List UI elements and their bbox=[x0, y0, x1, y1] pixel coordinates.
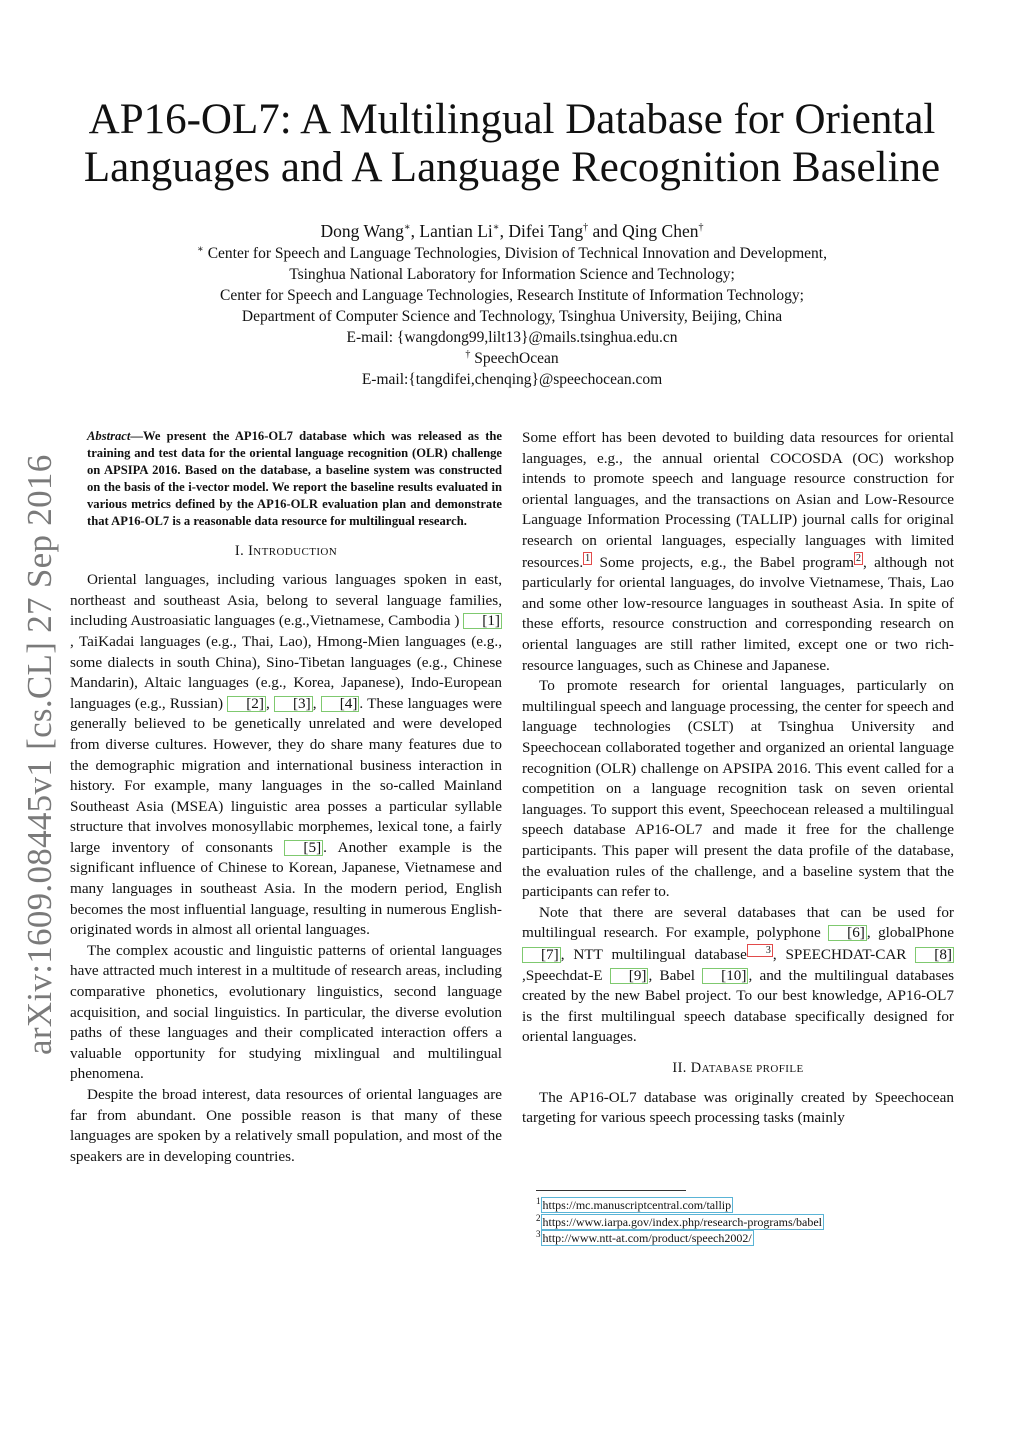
abstract-text: We present the AP16-OL7 database which was released as the training and test data for the oriental language recognition (OLR) challenge on APSIPA 2016. Based on the database, a baseline system was constructed on the basis of the i-vector model. We report the baseline results evaluated in various metrics defined by the AP16-OLR evaluation plan and demonstrate that AP16-OL7 is a reasonable data resource for multilingual research. bbox=[87, 429, 502, 529]
citation-link[interactable]: [4] bbox=[321, 696, 360, 712]
paragraph: Oriental languages, including various languages spoken in east, northeast and southeast Asia, belong to several language families, including Austroasiatic languages (e.g.,Vietnamese, Cambodia ) [1], TaiKadai languages (e.g., Thai, Lao), Hmong-Mien languages (e.g., some dialects in south China), Sino-Tibetan languages (e.g., Chinese Mandarin), Altaic languages (e.g., Korea, Japanese), Indo-European languages (e.g., Russian) [2] , [3] , [4] . These languages were generally believed to be genetically unrelated and were developed from diverse cultures. However, they do share many features due to the demographic migration and international business interaction in history. For example, many languages in the so-called Mainland Southeast Asia (MSEA) linguistic area posses a particular syllable structure that involves monosyllabic morphemes, lexical tone, a fairly large inventory of consonants [5] . Another example is the significant influence of Chinese to Korean, Japanese, Vietnamese and many languages in southeast Asia. In the modern period, English becomes the most influential language, resulting in numerous English-originated words in almost all oriental languages. bbox=[70, 571, 503, 939]
footnotes bbox=[536, 1197, 956, 1247]
right-column bbox=[522, 428, 954, 1129]
author-3: Difei Tang bbox=[508, 221, 584, 241]
arxiv-stamp bbox=[20, 455, 60, 1055]
arxiv-stamp-text: arXiv:1609.08445v1 [cs.CL] 27 Sep 2016 bbox=[20, 454, 59, 1055]
title-line-2: Languages and A Language Recognition Baseline bbox=[83, 144, 941, 191]
title-line-1: AP16-OL7: A Multilingual Database for Oriental bbox=[88, 96, 936, 143]
left-column bbox=[70, 428, 502, 1167]
footnote-ref-link[interactable]: 2 bbox=[855, 552, 861, 564]
footnote-ref-link[interactable]: 3 bbox=[747, 944, 773, 957]
star-mark: ∗ bbox=[492, 222, 500, 234]
dagger-mark: † bbox=[465, 348, 471, 360]
affiliation-line: Tsinghua National Laboratory for Information Science and Technology; bbox=[289, 266, 735, 283]
affiliation-line: † SpeechOcean bbox=[465, 348, 559, 367]
section-heading-introduction: I. INTRODUCTION bbox=[234, 542, 338, 559]
footnote-url-link[interactable]: http://www.ntt-at.com/product/speech2002/ bbox=[542, 1231, 752, 1245]
author-2: Lantian Li bbox=[419, 221, 493, 241]
footnote-url-link[interactable]: https://mc.manuscriptcentral.com/tallip bbox=[542, 1198, 732, 1212]
star-mark: ∗ bbox=[403, 222, 411, 234]
citation-link[interactable]: [9] bbox=[610, 968, 649, 984]
abstract-label: Abstract bbox=[87, 429, 131, 443]
author-4: Qing Chen bbox=[622, 221, 699, 241]
paragraph: Note that there are several databases that can be used for multilingual research. For example, polyphone [6] , globalPhone [7] , NTT multilingual database 3 , SPEECHDAT-CAR [8],Speechdat-E [9] , Babel [10] , and the multilingual databases created by the new Babel project. To our best knowledge, AP16-OL7 is the first multilingual speech database specifically designed for oriental languages. bbox=[522, 903, 955, 1046]
citation-link[interactable]: [5] bbox=[284, 840, 323, 856]
citation-link[interactable]: [1] bbox=[463, 613, 502, 629]
email-line: E-mail:{tangdifei,chenqing}@speechocean.com bbox=[361, 371, 663, 388]
citation-link[interactable]: [3] bbox=[274, 696, 313, 712]
footnote-ref-link[interactable]: 1 bbox=[585, 552, 591, 564]
citation-link[interactable]: [10] bbox=[702, 968, 748, 984]
paragraph: Some effort has been devoted to building data resources for oriental languages, e.g., the annual oriental COCOSDA (OC) workshop intends to promote speech and language resource construction for oriental languages, and the transactions on Asian and Low-Resource Language Information Processing (TALLIP) journal calls for original research on oriental languages, especially languages with limited resources. 1 Some projects, e.g., the Babel program 2 , although not particularly for oriental languages, do involve Vietnamese, Thais, Lao and some other low-resource languages in southeast Asia. In spite of these efforts, resource construction and corresponding research on oriental languages are still rather limited, except one or two rich-resource languages, such as Chinese and Japanese. bbox=[522, 429, 955, 674]
footnote-item: $^1$ https://mc.manuscriptcentral.com/tallip bbox=[536, 1196, 732, 1212]
citation-link[interactable]: [2] bbox=[227, 696, 266, 712]
dagger-mark: † bbox=[583, 222, 589, 234]
affiliation-line: Department of Computer Science and Technology, Tsinghua University, Beijing, China bbox=[241, 308, 783, 325]
citation-link[interactable]: [6] bbox=[828, 925, 867, 941]
author-list: Dong Wang∗, Lantian Li∗, Difei Tang† and Qing Chen† bbox=[320, 221, 704, 241]
dagger-mark: † bbox=[698, 222, 704, 234]
affiliation-line: Center for Speech and Language Technologies, Research Institute of Information Technology; bbox=[220, 287, 804, 304]
section-heading-database-profile: II. DATABASE PROFILE bbox=[672, 1059, 804, 1076]
footnote-divider bbox=[536, 1190, 686, 1191]
author-1: Dong Wang bbox=[320, 221, 404, 241]
footnote-url-link[interactable]: https://www.iarpa.gov/index.php/research-programs/babel bbox=[542, 1214, 822, 1229]
paragraph: Despite the broad interest, data resources of oriental languages are far from abundant. One possible reason is that many of these languages are spoken by a relatively small population, and most of the speakers are in developing countries. bbox=[70, 1086, 502, 1165]
paragraph: The AP16-OL7 database was originally created by Speechocean targeting for various speech processing tasks (mainly bbox=[522, 1088, 954, 1127]
affiliation-line: ∗ Center for Speech and Language Technologies, Division of Technical Innovation and Development, bbox=[197, 243, 827, 262]
footnote-item: $^2$ https://www.iarpa.gov/index.php/research-programs/babel bbox=[536, 1212, 822, 1229]
footnote-item: $^3$ http://www.ntt-at.com/product/speech2002/ bbox=[536, 1229, 752, 1245]
paper-title bbox=[70, 96, 954, 192]
star-mark: ∗ bbox=[197, 243, 204, 255]
author-block bbox=[100, 220, 924, 390]
paragraph: The complex acoustic and linguistic patterns of oriental languages have attracted much interest in a multitude of research areas, including comparative phonetics, evolutionary linguistics, second language acquisition, and social linguistics. In particular, the diverse evolution paths of these languages and their complicated interaction offers a valuable opportunity for studying mixlingual and multilingual phenomena. bbox=[70, 941, 502, 1083]
abstract: Abstract—We present the AP16-OL7 database which was released as the training and test data for the oriental language recognition (OLR) challenge on APSIPA 2016. Based on the database, a baseline system was constructed on the basis of the i-vector model. We report the baseline results evaluated in various metrics defined by the AP16-OLR evaluation plan and demonstrate that AP16-OL7 is a reasonable data resource for multilingual research. bbox=[87, 429, 502, 529]
paragraph: To promote research for oriental languages, particularly on multilingual speech and language processing, the center for speech and language technologies (CSLT) at Tsinghua University and Speechocean collaborated together and organized an oriental language recognition (OLR) challenge on APSIPA 2016. This event called for a competition on a language recognition task on seven oriental languages. To support this event, Speechocean released a multilingual speech database AP16-OL7 and made it free for the challenge participants. This paper will present the data profile of the database, the evaluation rules of the challenge, and a baseline system that the participants can refer to. bbox=[522, 677, 954, 901]
citation-link[interactable]: [8] bbox=[915, 947, 954, 963]
email-line: E-mail: {wangdong99,lilt13}@mails.tsinghua.edu.cn bbox=[346, 329, 678, 346]
citation-link[interactable]: [7] bbox=[522, 947, 561, 963]
